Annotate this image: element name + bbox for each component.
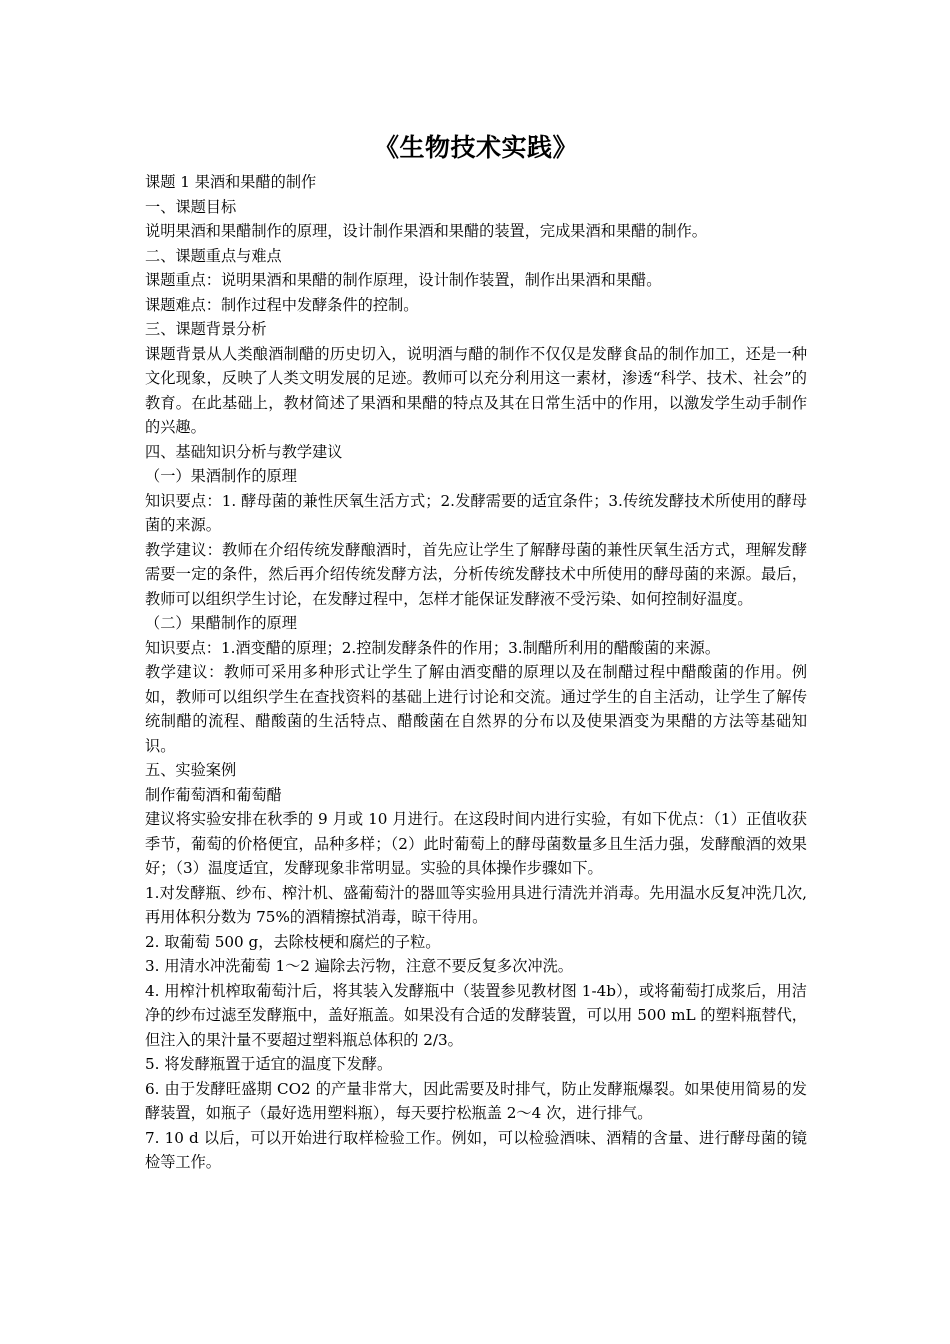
step-7: 7. 10 d 以后，可以开始进行取样检验工作。例如，可以检验酒味、酒精的含量、进行酵母菌的镜检等工作。 xyxy=(145,1128,807,1171)
wine-key-points: 知识要点：1. 酵母菌的兼性厌氧生活方式；2.发酵需要的适宜条件；3.传统发酵技术所使用的酵母菌的来源。 xyxy=(145,491,807,534)
section-heading-experiment: 五、实验案例 xyxy=(145,761,237,779)
experiment-intro: 建议将实验安排在秋季的 9 月或 10 月进行。在这段时间内进行实验，有如下优点：（1）正值收获季节，葡萄的价格便宜，品种多样；（2）此时葡萄上的酵母菌数量多且生活力强，发酵酿酒的效果好；（3）温度适宜，发酵现象非常明显。实验的具体操作步骤如下。 xyxy=(145,810,807,877)
goals-text: 说明果酒和果醋制作的原理，设计制作果酒和果醋的装置，完成果酒和果醋的制作。 xyxy=(145,222,707,240)
vinegar-key-points: 知识要点：1.酒变醋的原理；2.控制发酵条件的作用；3.制醋所利用的醋酸菌的来源。 xyxy=(145,638,721,657)
document-page xyxy=(145,130,807,1175)
step-3: 3. 用清水冲洗葡萄 1～2 遍除去污物，注意不要反复多次冲洗。 xyxy=(145,957,573,975)
document-title: 《生物技术实践》 xyxy=(373,133,578,162)
section-heading-background: 三、课题背景分析 xyxy=(145,320,267,338)
step-1: 1.对发酵瓶、纱布、榨汁机、盛葡萄汁的器皿等实验用具进行清洗并消毒。先用温水反复冲洗几次,再用体积分数为 75%的酒精擦拭消毒，晾干待用。 xyxy=(145,883,807,926)
step-4: 4. 用榨汁机榨取葡萄汁后，将其装入发酵瓶中（装置参见教材图 1-4b），或将葡萄打成浆后，用洁净的纱布过滤至发酵瓶中，盖好瓶盖。如果没有合适的发酵装置，可以用 500 mL 的塑料瓶替代，但注入的果汁量不要超过塑料瓶总体积的 2/3。 xyxy=(145,981,807,1049)
background-paragraph: 课题背景从人类酿酒制醋的历史切入，说明酒与醋的制作不仅仅是发酵食品的制作加工，还是一种文化现象，反映了人类文明发展的足迹。教师可以充分利用这一素材，渗透“科学、技术、社会”的教育。在此基础上，教材简述了果酒和果醋的特点及其在日常生活中的作用，以激发学生动手制作的兴趣。 xyxy=(145,344,807,436)
section-heading-goals: 一、课题目标 xyxy=(145,197,237,216)
lesson-heading: 课题 1 果酒和果醋的制作 xyxy=(145,173,317,191)
section-heading-focus: 二、课题重点与难点 xyxy=(145,246,282,265)
section-heading-knowledge: 四、基础知识分析与教学建议 xyxy=(145,442,343,461)
difficulty-text: 课题难点：制作过程中发酵条件的控制。 xyxy=(145,295,419,314)
step-2: 2. 取葡萄 500 g，去除枝梗和腐烂的子粒。 xyxy=(145,932,441,951)
step-5: 5. 将发酵瓶置于适宜的温度下发酵。 xyxy=(145,1055,393,1073)
focus-text: 课题重点：说明果酒和果醋的制作原理，设计制作装置，制作出果酒和果醋。 xyxy=(145,271,662,289)
subheading-vinegar-principle: （二）果醋制作的原理 xyxy=(145,614,297,632)
vinegar-teaching-advice: 教学建议：教师可采用多种形式让学生了解由酒变醋的原理以及在制醋过程中醋酸菌的作用。例如，教师可以组织学生在查找资料的基础上进行讨论和交流。通过学生的自主活动，让学生了解传统制醋的流程、醋酸菌的生活特点、醋酸菌在自然界的分布以及使果酒变为果醋的方法等基础知识。 xyxy=(145,663,807,755)
wine-teaching-advice: 教学建议：教师在介绍传统发酵酿酒时，首先应让学生了解酵母菌的兼性厌氧生活方式，理解发酵需要一定的条件，然后再介绍传统发酵方法，分析传统发酵技术中所使用的酵母菌的来源。最后，教师可以组织学生讨论，在发酵过程中，怎样才能保证发酵液不受污染、如何控制好温度。 xyxy=(145,540,807,608)
step-6: 6. 由于发酵旺盛期 CO2 的产量非常大，因此需要及时排气，防止发酵瓶爆裂。如果使用简易的发酵装置，如瓶子（最好选用塑料瓶），每天要拧松瓶盖 2～4 次，进行排气。 xyxy=(145,1079,807,1122)
experiment-title: 制作葡萄酒和葡萄醋 xyxy=(145,785,282,804)
subheading-wine-principle: （一）果酒制作的原理 xyxy=(145,467,297,485)
